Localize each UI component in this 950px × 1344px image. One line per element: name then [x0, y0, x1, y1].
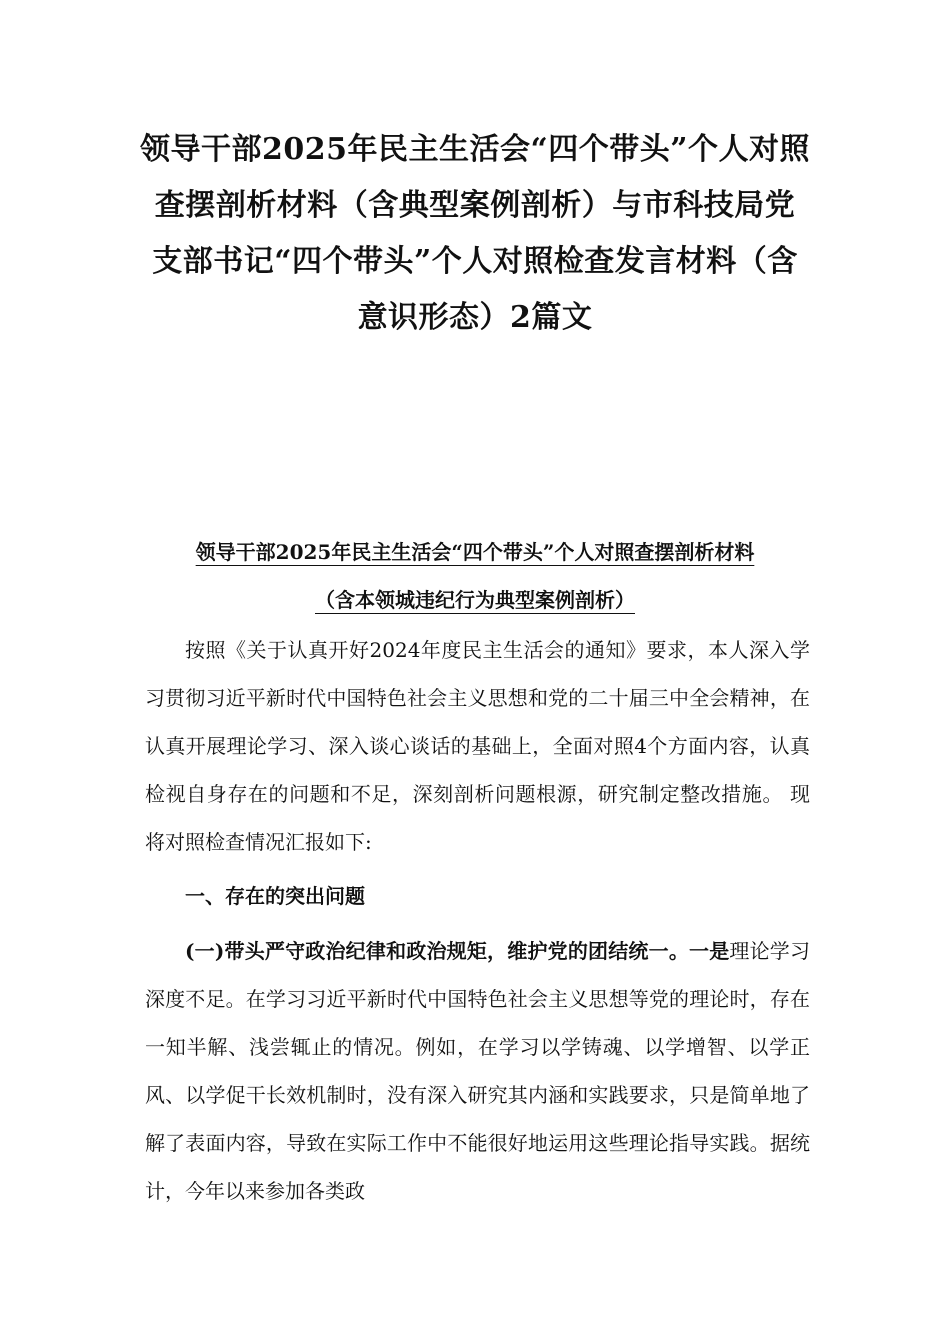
intro-paragraph: 按照《关于认真开好2024年度民主生活会的通知》要求，本人深入学习贯彻习近平新时代中国特色社会主义思想和党的二十届三中全会精神，在认真开展理论学习、深入谈心谈话的基础上，全面对照4个方面内容，认真检视自身存在的问题和不足，深刻剖析问题根源，研究制定整改措施。 现将对照检查情况汇报如下:	[145, 638, 810, 854]
section-heading-line-2	[140, 585, 810, 615]
item-one-lead: (一)带头严守政治纪律和政治规矩，维护党的团结统一。一是	[185, 939, 730, 963]
section-heading-text-2: （含本领城违纪行为典型案例剖析）	[315, 588, 635, 612]
section-one-heading: 一、存在的突出问题	[185, 884, 365, 908]
document-title: 领导干部2025年民主生活会“四个带头”个人对照查摆剖析材料（含典型案例剖析）与市科技局党支部书记“四个带头”个人对照检查发言材料（含意识形态）2篇文	[140, 132, 811, 335]
section-heading-line-1	[140, 537, 810, 567]
section-heading-text-1: 领导干部2025年民主生活会“四个带头”个人对照查摆剖析材料	[195, 540, 755, 564]
item-one-body: 理论学习深度不足。在学习习近平新时代中国特色社会主义思想等党的理论时，存在一知半解、浅尝辄止的情况。例如，在学习以学铸魂、以学增智、以学正风、以学促干长效机制时，没有深入研究其内涵和实践要求，只是简单地了解了表面内容，导致在实际工作中不能很好地运用这些理论指导实践。据统计，今年以来参加各类政	[145, 939, 810, 1203]
item-one-paragraph	[145, 927, 810, 1215]
